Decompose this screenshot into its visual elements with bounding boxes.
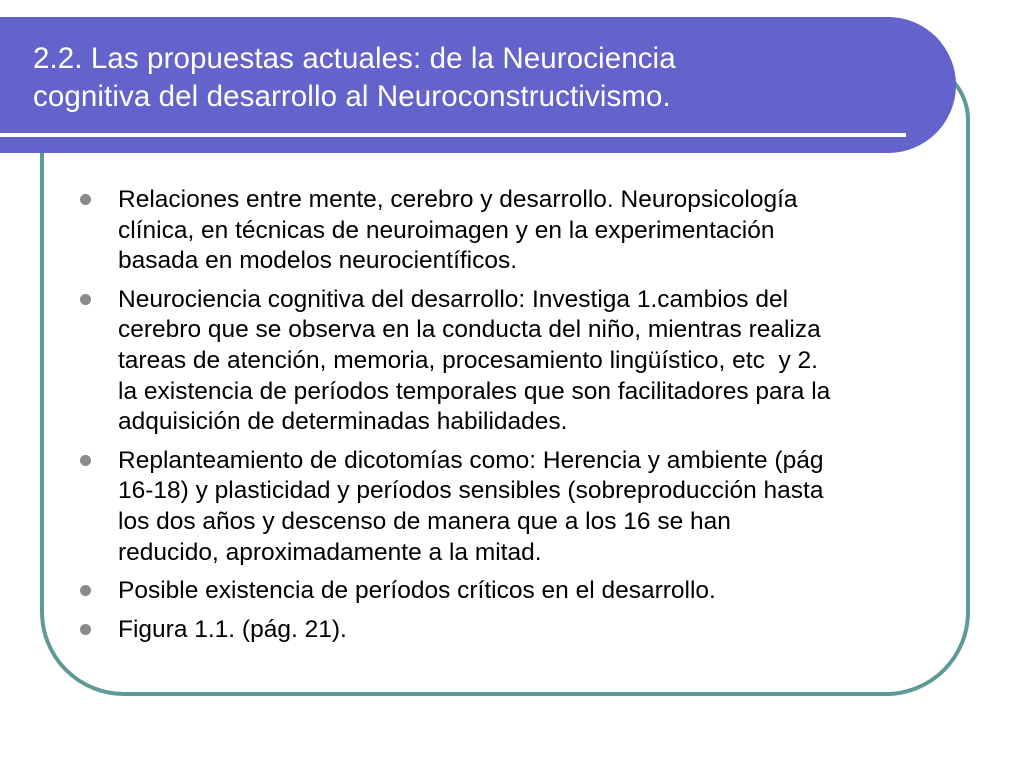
bullet-item <box>118 576 958 607</box>
title-underline <box>0 133 906 137</box>
bullet-text-line: tareas de atención, memoria, procesamiento lingüístico, etc y 2. <box>118 346 818 374</box>
slide-title-line-1: 2.2. Las propuestas actuales: de la Neurociencia <box>33 42 676 75</box>
bullet-item <box>118 285 958 438</box>
bullet-text-line: clínica, en técnicas de neuroimagen y en la experimentación <box>118 216 775 244</box>
bullet-text-line: Neurociencia cognitiva del desarrollo: Investiga 1.cambios del <box>118 285 789 313</box>
bullet-item <box>118 615 958 646</box>
bullet-dot-icon <box>80 194 91 205</box>
slide-title <box>33 40 913 116</box>
slide-title-line-2: cognitiva del desarrollo al Neuroconstructivismo. <box>33 80 671 113</box>
bullet-text-line: Relaciones entre mente, cerebro y desarrollo. Neuropsicología <box>118 186 798 213</box>
bullet-text-line: Replanteamiento de dicotomías como: Herencia y ambiente (pág <box>118 446 824 474</box>
bullet-dot-icon <box>80 455 91 466</box>
bullet-item <box>118 185 958 277</box>
bullet-text-line: 16-18) y plasticidad y períodos sensibles (sobreproducción hasta <box>118 477 824 505</box>
bullet-text-line: cerebro que se observa en la conducta del niño, mientras realiza <box>118 316 821 344</box>
bullet-text-line: Figura 1.1. (pág. 21). <box>118 615 347 643</box>
bullet-item <box>118 446 958 568</box>
bullet-dot-icon <box>80 624 91 635</box>
bullet-list <box>118 185 958 653</box>
bullet-text-line: reducido, aproximadamente a la mitad. <box>118 538 542 566</box>
bullet-text-line: basada en modelos neurocientíficos. <box>118 247 518 275</box>
bullet-text-line: adquisición de determinadas habilidades. <box>118 408 568 436</box>
bullet-text-line: la existencia de períodos temporales que son facilitadores para la <box>118 377 831 405</box>
bullet-dot-icon <box>80 294 91 305</box>
bullet-text-line: Posible existencia de períodos críticos en el desarrollo. <box>118 577 716 605</box>
bullet-text-line: los dos años y descenso de manera que a los 16 se han <box>118 507 731 535</box>
